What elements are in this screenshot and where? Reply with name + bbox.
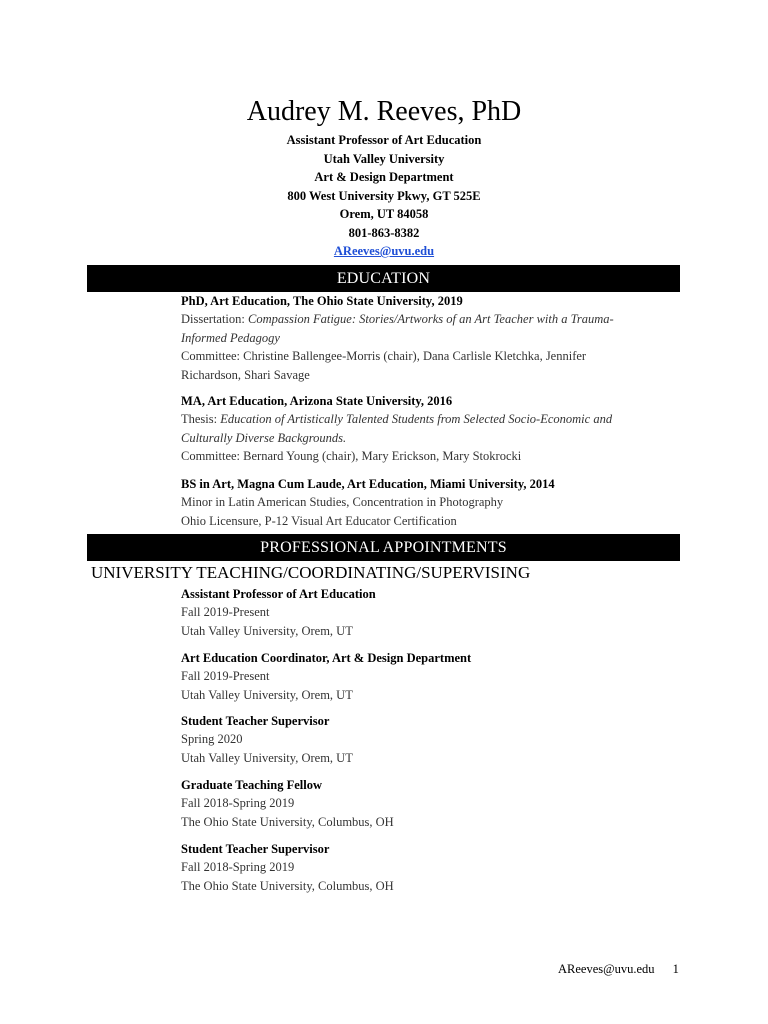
department-name: Art & Design Department xyxy=(314,170,454,184)
dissertation-label: Dissertation: xyxy=(181,312,249,326)
education-entry-phd xyxy=(181,292,681,384)
dissertation-title: Compassion Fatigue: Stories/Artworks of an Art Teacher with a Trauma- xyxy=(248,312,614,326)
university-name: Utah Valley University xyxy=(323,151,445,166)
appointment-dates: Fall 2019-Present xyxy=(181,605,270,619)
appointment-title: Student Teacher Supervisor xyxy=(181,714,330,728)
footer-email: AReeves@uvu.edu xyxy=(558,962,655,976)
appointment-place: Utah Valley University, Orem, UT xyxy=(181,750,353,765)
appointment-place: The Ohio State University, Columbus, OH xyxy=(181,814,394,829)
page-number: 1 xyxy=(672,962,679,976)
thesis-title-cont xyxy=(181,429,681,448)
appointment-dates: Fall 2019-Present xyxy=(181,669,270,683)
phone-number: 801-863-8382 xyxy=(348,225,420,240)
degree-title: MA, Art Education, Arizona State University, 2016 xyxy=(181,394,453,408)
committee-line-cont: Richardson, Shari Savage xyxy=(181,367,310,382)
committee-line: Committee: Bernard Young (chair), Mary Erickson, Mary Stokrocki xyxy=(181,449,522,463)
appointment-entry xyxy=(181,776,681,831)
appointment-dates: Fall 2018-Spring 2019 xyxy=(181,860,295,874)
appointment-entry xyxy=(181,585,681,640)
appointment-dates: Spring 2020 xyxy=(181,732,243,746)
appointment-dates: Fall 2018-Spring 2019 xyxy=(181,796,295,810)
street-address: 800 West University Pkwy, GT 525E xyxy=(287,188,481,203)
education-entry-bs xyxy=(181,475,681,530)
dissertation-title-cont xyxy=(181,329,681,348)
page-footer xyxy=(558,962,679,977)
city-zip: Orem, UT 84058 xyxy=(339,207,429,221)
appointment-title: Graduate Teaching Fellow xyxy=(181,778,322,792)
degree-title: BS in Art, Magna Cum Laude, Art Education, Miami University, 2014 xyxy=(181,477,555,491)
thesis-label: Thesis: xyxy=(181,412,221,426)
appointment-entry xyxy=(181,649,681,704)
appointment-place: Utah Valley University, Orem, UT xyxy=(181,623,353,638)
thesis-title: Education of Artistically Talented Students from Selected Socio-Economic and xyxy=(220,412,613,426)
appointment-title: Assistant Professor of Art Education xyxy=(181,587,376,601)
appointment-place: Utah Valley University, Orem, UT xyxy=(181,687,353,702)
education-entry-ma xyxy=(181,392,681,466)
education-heading: EDUCATION xyxy=(87,265,680,292)
appointment-entry xyxy=(181,712,681,767)
job-title: Assistant Professor of Art Education xyxy=(286,133,482,147)
committee-line: Committee: Christine Ballengee-Morris (chair), Dana Carlisle Kletchka, Jennifer xyxy=(181,349,587,363)
thesis-title-end: Culturally Diverse Backgrounds. xyxy=(181,430,347,445)
appointment-title: Student Teacher Supervisor xyxy=(181,842,330,856)
dissertation-title-end: Informed Pedagogy xyxy=(181,330,280,345)
contact-block xyxy=(0,131,768,261)
appointments-subheading: UNIVERSITY TEACHING/COORDINATING/SUPERVISING xyxy=(91,563,531,582)
appointment-title: Art Education Coordinator, Art & Design Department xyxy=(181,651,472,665)
appointment-entry xyxy=(181,840,681,895)
author-name: Audrey M. Reeves, PhD xyxy=(246,96,522,127)
email-link[interactable]: AReeves@uvu.edu xyxy=(333,244,435,258)
thesis-line xyxy=(181,410,681,429)
licensure-line: Ohio Licensure, P-12 Visual Art Educator Certification xyxy=(181,513,457,528)
appointments-heading: PROFESSIONAL APPOINTMENTS xyxy=(87,534,680,561)
degree-title: PhD, Art Education, The Ohio State University, 2019 xyxy=(181,294,463,308)
appointment-place: The Ohio State University, Columbus, OH xyxy=(181,878,394,893)
minor-line: Minor in Latin American Studies, Concentration in Photography xyxy=(181,495,504,509)
dissertation-line xyxy=(181,310,681,329)
